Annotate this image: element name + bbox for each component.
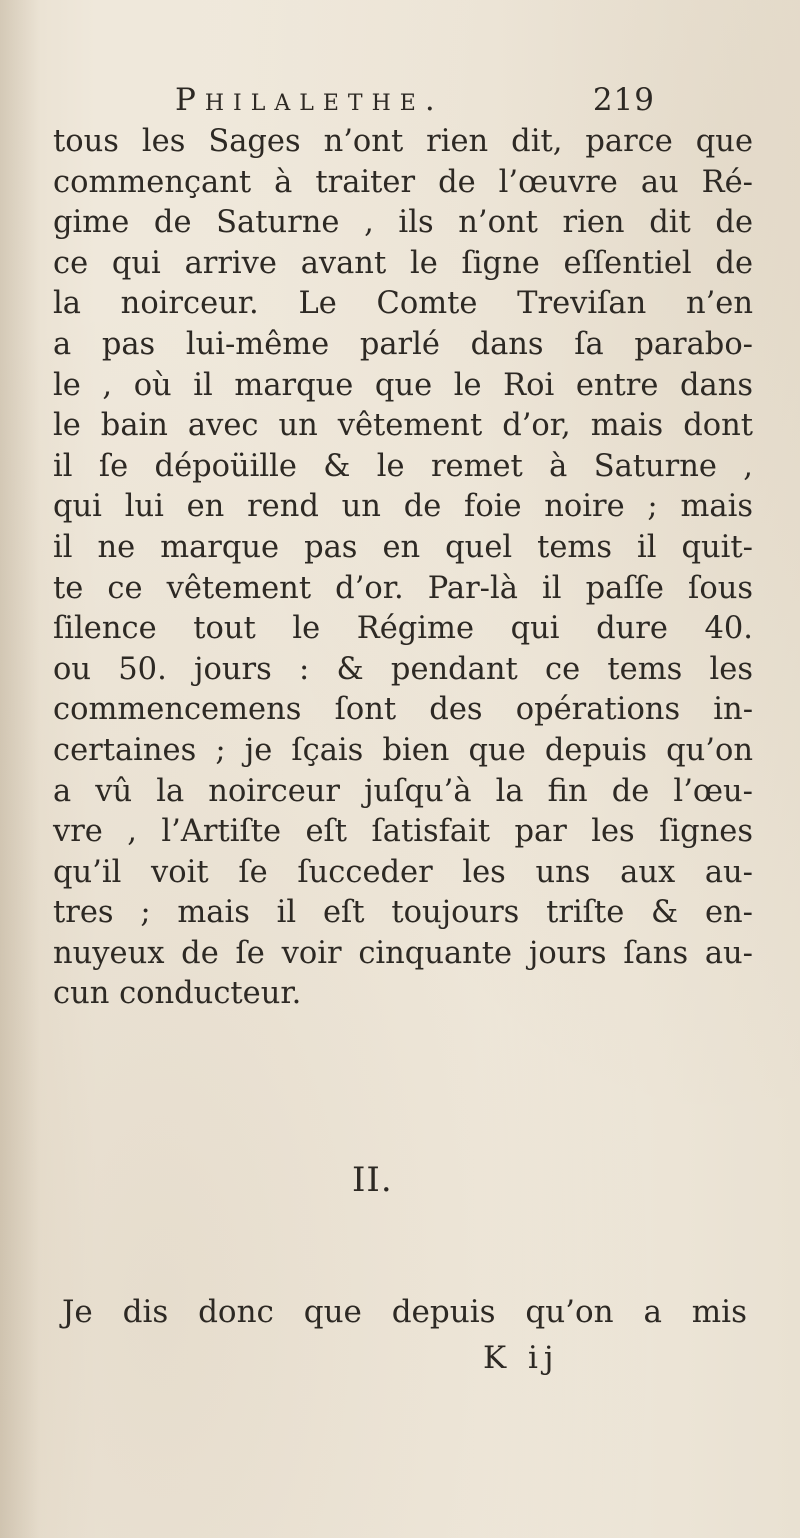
text-line: tous les Sages n’ont rien dit, parce que — [53, 124, 753, 159]
text-line: commencemens ſont des opérations in- — [53, 692, 753, 728]
section-first-line: Je dis donc que depuis qu’on a mis — [62, 1294, 747, 1330]
text-line: commençant à traiter de l’œuvre au Ré- — [53, 164, 753, 200]
page-gutter-shadow — [0, 0, 40, 1538]
text-line: vre , l’Artiſte eſt ſatisfait par les ſignes — [53, 814, 753, 850]
text-line: cun conducteur. — [53, 976, 302, 1012]
text-line: nuyeux de ſe voir cinquante jours ſans au- — [53, 935, 753, 971]
text-line: la noirceur. Le Comte Treviſan n’en — [53, 286, 753, 322]
running-head — [175, 82, 655, 122]
running-title: Philalethe. — [175, 82, 444, 118]
section-heading: II. — [352, 1160, 393, 1200]
paragraph — [53, 122, 753, 1015]
text-line: ce qui arrive avant le ſigne eſſentiel de — [53, 245, 753, 281]
text-line: certaines ; je ſçais bien que depuis qu’on — [53, 732, 753, 768]
text-line: a pas lui-même parlé dans ſa parabo- — [53, 326, 753, 362]
text-line: te ce vêtement d’or. Par-là il paſſe ſous — [53, 570, 753, 606]
text-line: ſilence tout le Régime qui dure 40. — [53, 611, 753, 647]
text-line: tres ; mais il eſt toujours triſte & en- — [53, 895, 753, 931]
text-line: gime de Saturne , ils n’ont rien dit de — [53, 205, 753, 241]
text-line: qui lui en rend un de foie noire ; mais — [53, 489, 753, 525]
text-line: le bain avec un vêtement d’or, mais dont — [53, 408, 753, 444]
text-line: il ne marque pas en quel tems il quit- — [53, 529, 753, 565]
text-line: il ſe dépoüille & le remet à Saturne , — [53, 448, 753, 484]
text-line: le , où il marque que le Roi entre dans — [53, 367, 753, 403]
text-line: qu’il voit ſe ſucceder les uns aux au- — [53, 854, 753, 890]
text-line: a vû la noirceur juſqu’à la fin de l’œu- — [53, 773, 753, 809]
page-number: 219 — [592, 82, 655, 118]
signature-mark: K ij — [483, 1340, 560, 1376]
text-line: ou 50. jours : & pendant ce tems les — [53, 651, 753, 687]
